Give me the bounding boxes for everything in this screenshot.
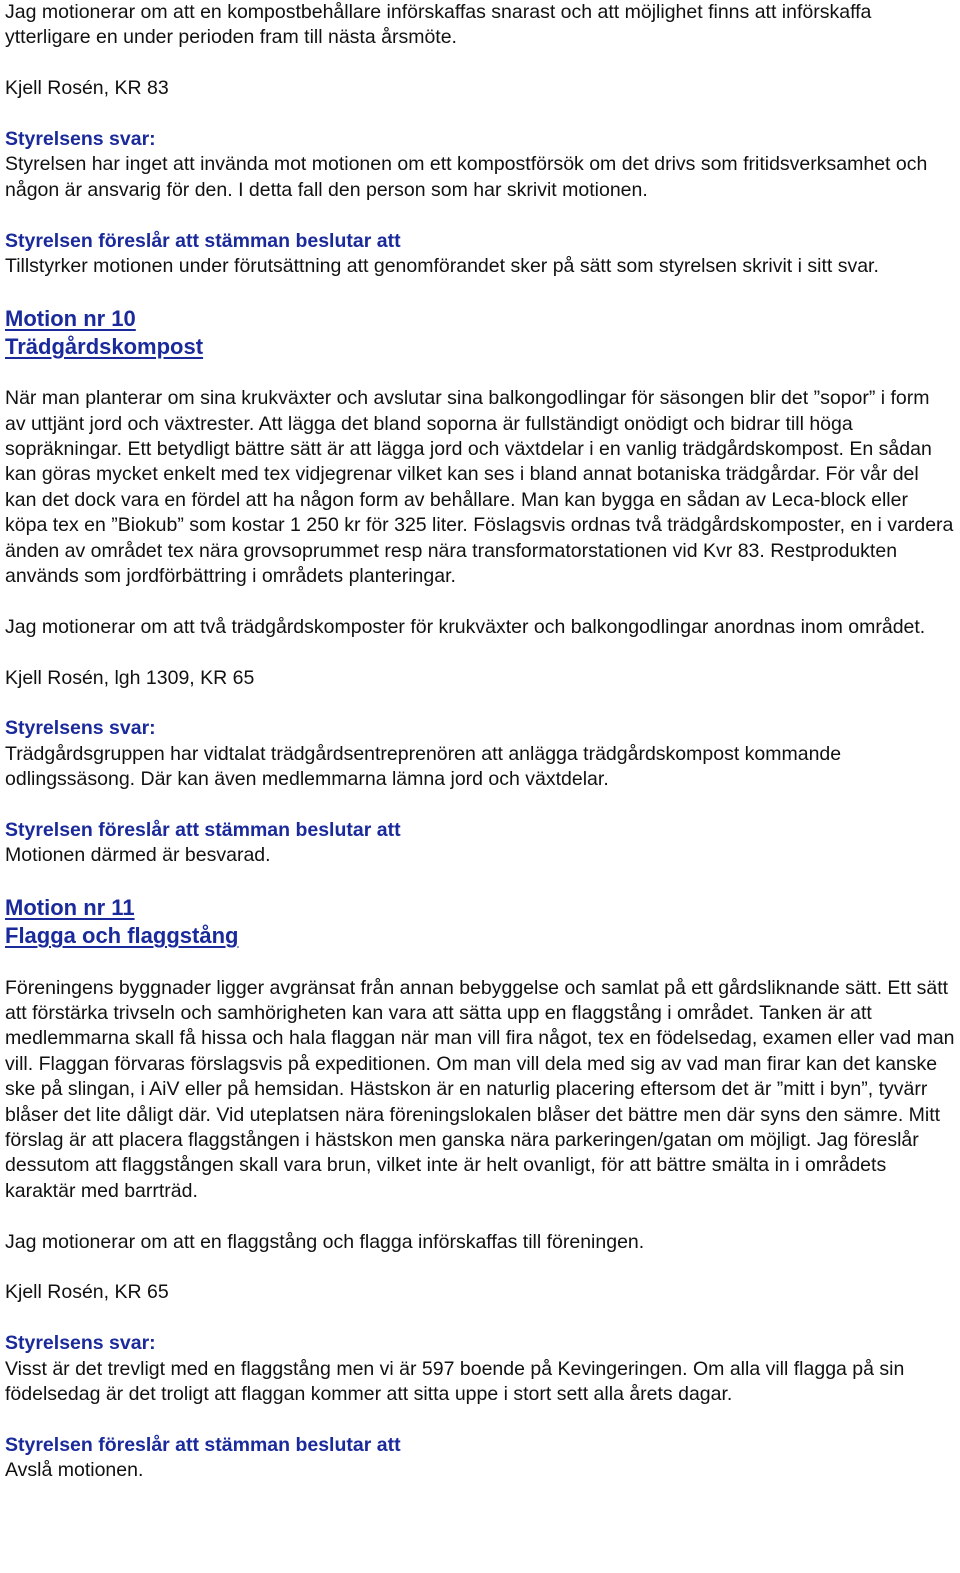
motion11-motion-statement: Jag motionerar om att en flaggstång och flagga införskaffas till föreningen. [5, 1230, 645, 1253]
motion10-proposal-label: Styrelsen föreslår att stämman beslutar att [5, 819, 401, 842]
motion11-board-answer-label: Styrelsens svar: [5, 1332, 156, 1355]
motion10-author: Kjell Rosén, lgh 1309, KR 65 [5, 666, 255, 689]
document-page [5, 0, 955, 1484]
motion11-paragraph: Föreningens byggnader ligger avgränsat från annan bebyggelse och samlat på ett gårdsliknande sätt. Ett sätt att förstärka trivseln och samhörigheten kan vara att sätta upp en flaggstång i området. Tanken är att medlemmarna skall få hissa och hala flaggan när man vill fira något, tex en födelsedag, examen eller vad man vill. Flaggan förvaras förslagsvis på expeditionen. Om man vill dela med sig av vad man firar kan det kanske ske på slingan, i AiV eller på hemsidan. Hästskon är en naturlig placering eftersom det är ”mitt i byn”, tyvärr blåser det lite dåligt där. Vid uteplatsen nära föreningslokalen blåser det bättre men där syns den sämre. Mitt förslag är att placera flaggstången i hästskon men ganska nära parkeringen/gatan om möjligt. Jag föreslår dessutom att flaggstången skall vara brun, vilket inte är helt ovanligt, för att bättre smälta in i områdets karaktär med barrträd. [5, 976, 955, 1202]
motion10-paragraph: När man planterar om sina krukväxter och avslutar sina balkongodlingar för säsongen blir det ”sopor” i form av uttjänt jord och växtrester. Att lägga det bland soporna är fullständigt onödigt och bidrar till höga sopräkningar. Ett betydligt bättre sätt är att lägga jord och växtdelar i en vanlig trädgårdskompost. En sådan kan göras mycket enkelt med tex vidjegrenar vilket kan ses i bland annat botaniska trädgårdar. För vår del kan det dock vara en fördel att ha någon form av behållare. Man kan bygga en sådan av Leca-block eller köpa tex en ”Biokub” som kostar 1 250 kr för 325 liter. Föslagsvis ordnas två trädgårdskomposter, en i vardera änden av området tex nära grovsoprummet resp nära transformatorstationen vid Kvr 83. Restprodukten används som jordförbättring i områdets planteringar. [5, 387, 954, 588]
motion11-proposal-label: Styrelsen föreslår att stämman beslutar att [5, 1433, 401, 1456]
motion11-author: Kjell Rosén, KR 65 [5, 1281, 169, 1304]
motion10-proposal-text: Motionen därmed är besvarad. [5, 844, 271, 867]
motion9-proposal-text: Tillstyrker motionen under förutsättning att genomförandet sker på sätt som styrelsen skrivit i sitt svar. [5, 255, 879, 278]
motion10-board-answer-label: Styrelsens svar: [5, 717, 156, 740]
motion10-board-answer-text: Trädgårdsgruppen har vidtalat trädgårdsentreprenören att anlägga trädgårdskompost kommande odlingssäsong. Där kan även medlemmarna lämna jord och växtdelar. [5, 742, 842, 791]
motion10-number: Motion nr 10 [5, 305, 136, 331]
motion9-author: Kjell Rosén, KR 83 [5, 77, 169, 100]
motion11-proposal-text: Avslå motionen. [5, 1459, 144, 1482]
motion11-title: Flagga och flaggstång [5, 923, 239, 949]
motion9-board-answer-label: Styrelsens svar: [5, 128, 156, 150]
motion9-board-answer-text: Styrelsen har inget att invända mot motionen om ett kompostförsök om det drivs som fritidsverksamhet och någon är ansvarig för den. I detta fall den person som har skrivit motionen. [5, 153, 928, 201]
motion11-number: Motion nr 11 [5, 895, 135, 921]
motion10-motion-statement: Jag motionerar om att två trädgårdskomposter för krukväxter och balkongodlingar anordnas inom området. [5, 615, 926, 638]
motion9-paragraph: Jag motionerar om att en kompostbehållare införskaffas snarast och att möjlighet finns att införskaffa ytterligare en under perioden fram till nästa årsmöte. [5, 1, 872, 49]
motion11-board-answer-text: Visst är det trevligt med en flaggstång men vi är 597 boende på Kevingeringen. Om alla vill flagga på sin födelsedag är det troligt att flaggan kommer att sitta uppe i stort sett alla årets dagar. [5, 1357, 905, 1406]
motion10-title: Trädgårdskompost [5, 333, 204, 359]
motion9-proposal-label: Styrelsen föreslår att stämman beslutar att [5, 229, 401, 252]
